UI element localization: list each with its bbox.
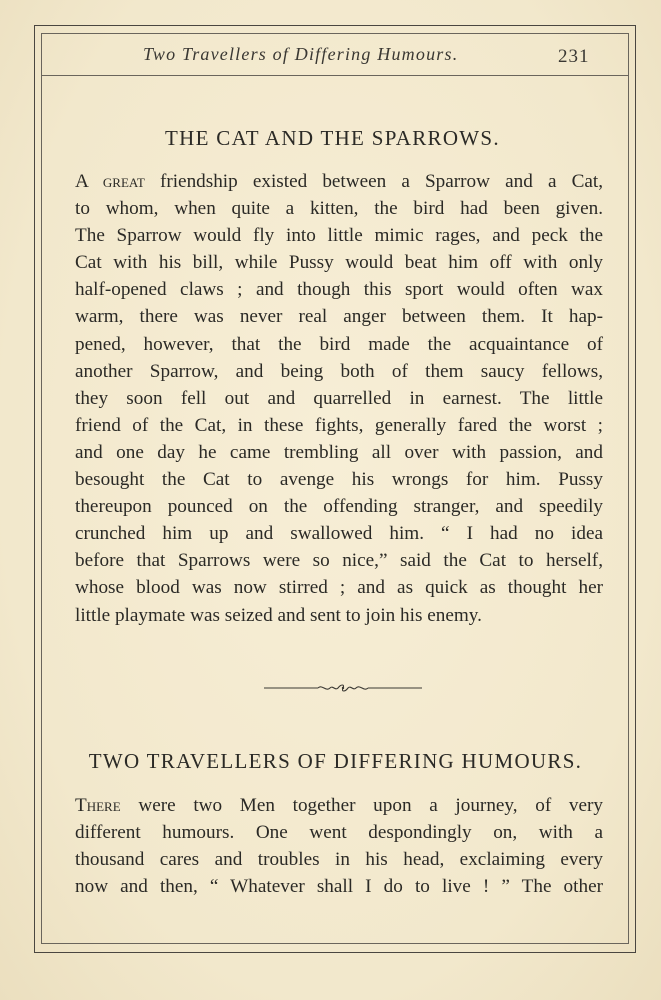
text-line: another Sparrow, and being both of them saucy fellows, xyxy=(75,360,603,382)
text-line: thousand cares and troubles in his head, exclaiming every xyxy=(75,849,603,871)
text-line: now and then, “ Whatever shall I do to live ! ” The other xyxy=(75,876,603,898)
text-line: There were two Men together upon a journey, of very xyxy=(75,795,604,816)
text-line: little playmate was seized and sent to join his enemy. xyxy=(75,604,482,626)
ornamental-divider xyxy=(262,680,424,694)
text-line: half-opened claws ; and though this sport would often wax xyxy=(75,279,603,301)
header-rule xyxy=(41,75,628,76)
text-line: before that Sparrows were so nice,” said the Cat to herself, xyxy=(75,550,603,572)
text-line: friend of the Cat, in these fights, generally fared the worst ; xyxy=(75,414,603,436)
page-number: 231 xyxy=(558,46,590,67)
text-line: pened, however, that the bird made the acquaintance of xyxy=(75,333,603,355)
text-line: to whom, when quite a kitten, the bird had been given. xyxy=(75,198,603,220)
text-line: and one day he came trembling all over with passion, and xyxy=(75,441,603,463)
text-line: whose blood was now stirred ; and as quick as thought her xyxy=(75,577,603,599)
text-line: different humours. One went despondingly on, with a xyxy=(75,822,603,844)
text-line: The Sparrow would fly into little mimic rages, and peck the xyxy=(75,225,603,247)
lead-word: There xyxy=(75,795,121,816)
story-title-cat-and-sparrows: THE CAT AND THE SPARROWS. xyxy=(165,126,500,150)
story-body-cat-and-sparrows xyxy=(75,168,603,629)
text-line: they soon fell out and quarrelled in earnest. The little xyxy=(75,387,603,409)
lead-word: A great xyxy=(75,171,145,192)
running-head: Two Travellers of Differing Humours. xyxy=(143,44,459,64)
text-line: A great friendship existed between a Sparrow and a Cat, xyxy=(75,171,604,192)
story-title-two-travellers: TWO TRAVELLERS OF DIFFERING HUMOURS. xyxy=(88,749,583,773)
text-line: Cat with his bill, while Pussy would beat him off with only xyxy=(75,252,603,274)
text-line: besought the Cat to avenge his wrongs for him. Pussy xyxy=(75,469,603,491)
story-body-two-travellers xyxy=(75,792,603,900)
text-line: thereupon pounced on the offending stranger, and speedily xyxy=(75,496,603,518)
text-line: warm, there was never real anger between them. It hap- xyxy=(75,306,603,328)
text-line: crunched him up and swallowed him. “ I had no idea xyxy=(75,523,603,545)
